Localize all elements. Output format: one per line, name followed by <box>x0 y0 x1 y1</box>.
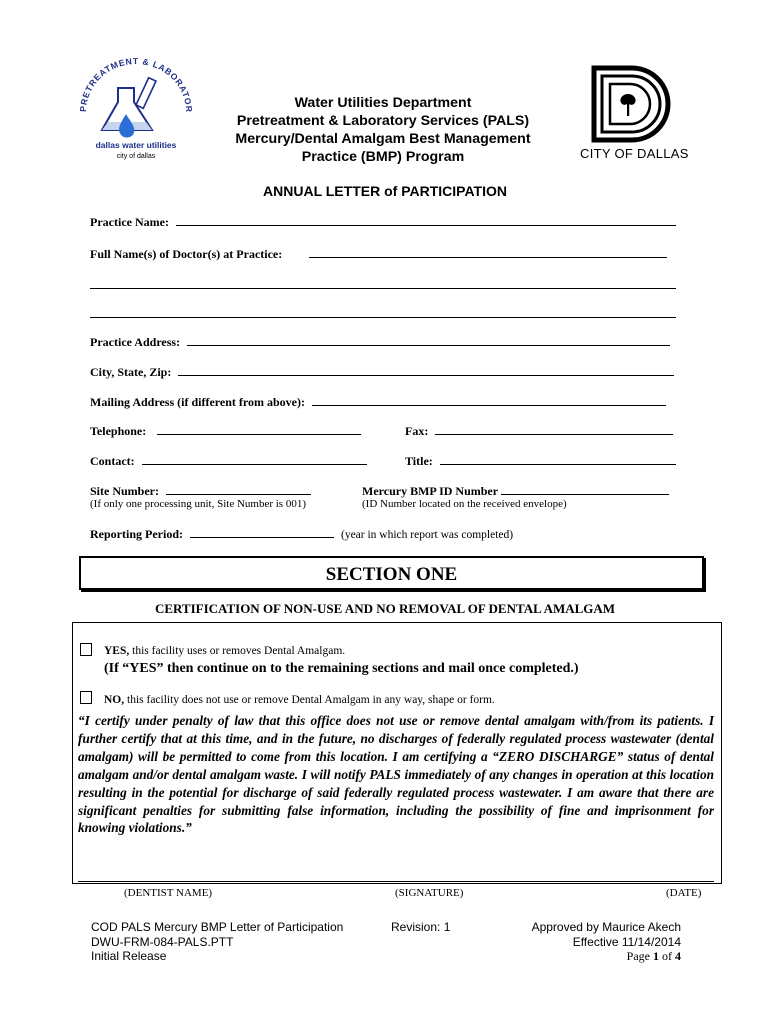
page-total: 4 <box>675 949 681 963</box>
fax-field[interactable] <box>435 423 673 435</box>
doctor-names-field[interactable] <box>309 246 667 258</box>
bmp-id-label: Mercury BMP ID Number <box>362 484 499 498</box>
practice-address-label: Practice Address: <box>90 335 181 349</box>
date-label: (DATE) <box>666 887 702 899</box>
no-option-text: this facility does not use or remove Dental Amalgam in any way, shape or form. <box>124 694 495 706</box>
pals-logo-graphic <box>72 50 200 168</box>
city-state-zip-row <box>90 364 674 380</box>
telephone-label: Telephone: <box>90 424 147 438</box>
practice-address-field[interactable] <box>187 334 670 346</box>
yes-option-text: this facility uses or removes Dental Amalgam. <box>129 645 346 657</box>
yes-checkbox[interactable] <box>80 643 92 656</box>
footer-revision: Revision: 1 <box>391 920 451 934</box>
program-line-1: Pretreatment & Laboratory Services (PALS) <box>236 113 530 129</box>
footer-form-title: COD PALS Mercury BMP Letter of Participation <box>91 920 344 934</box>
footer-form-code: DWU-FRM-084-PALS.PTT <box>91 934 234 949</box>
bmp-id-note: (ID Number located on the received envelope) <box>362 498 567 510</box>
footer-approved-by: Approved by Maurice Akech <box>531 920 681 934</box>
title-field[interactable] <box>440 453 676 465</box>
section-one-banner: SECTION ONE <box>79 556 704 590</box>
city-state-zip-field[interactable] <box>178 364 674 376</box>
page-of: of <box>659 949 675 963</box>
certification-statement: “I certify under penalty of law that this office does not use or remove dental amalgam with/from its patients. I further certify that at this time, and in the future, no discharges of federally regulated process wastewater (dental amalgam) will be permitted to come from this location. I am certifying a “ZERO DISCHARGE” status of dental amalgam and/or dental amalgam waste. I will notify PALS immediately of any changes in operation at this location resulting in the potential for discharge of said federally regulated process wastewater. I am aware that there are significant penalties for submitting false information, including the possibility of fine and imprisonment for knowing violations.” <box>78 713 714 836</box>
doctor-names-label: Full Name(s) of Doctor(s) at Practice: <box>90 247 283 261</box>
doctor-names-line-3[interactable] <box>90 317 676 318</box>
doctor-names-row <box>90 246 667 262</box>
site-number-row <box>90 483 311 499</box>
dentist-name-label: (DENTIST NAME) <box>124 887 213 899</box>
page-indicator <box>532 949 681 964</box>
reporting-period-row <box>90 526 513 542</box>
dallas-d-emblem <box>582 64 672 144</box>
footer-effective-date: Effective 11/14/2014 <box>572 934 681 949</box>
fax-row <box>405 423 673 439</box>
title-row <box>405 453 676 469</box>
contact-row <box>90 453 367 469</box>
yes-option-bold: YES, <box>104 645 130 657</box>
site-number-field[interactable] <box>166 483 311 495</box>
bmp-id-row <box>362 483 669 499</box>
page-prefix: Page <box>626 949 653 963</box>
bmp-id-field[interactable] <box>501 483 669 495</box>
doctor-names-line-2[interactable] <box>90 288 676 289</box>
header-block <box>200 94 566 166</box>
department-name: Water Utilities Department <box>294 95 472 111</box>
city-of-dallas-logo <box>580 64 689 164</box>
program-line-3: Practice (BMP) Program <box>301 149 465 165</box>
fax-label: Fax: <box>405 424 429 438</box>
practice-name-label: Practice Name: <box>90 215 169 229</box>
practice-name-field[interactable] <box>176 214 676 226</box>
signature-line[interactable] <box>78 881 714 882</box>
certification-heading: CERTIFICATION OF NON-USE AND NO REMOVAL OF DENTAL AMALGAM <box>154 601 616 616</box>
program-line-2: Mercury/Dental Amalgam Best Management <box>235 131 531 147</box>
svg-text:PRETREATMENT & LABORATORY SERV: PRETREATMENT & LABORATOR <box>77 55 195 113</box>
document-title: ANNUAL LETTER of PARTICIPATION <box>263 183 507 199</box>
practice-name-row <box>90 214 676 230</box>
yes-option <box>104 645 345 657</box>
contact-label: Contact: <box>90 454 135 468</box>
footer-approval <box>532 920 681 964</box>
footer-release: Initial Release <box>91 949 167 963</box>
site-number-label: Site Number: <box>90 484 159 498</box>
contact-field[interactable] <box>142 453 367 465</box>
footer-document-info <box>91 920 343 964</box>
svg-text:city of dallas: city of dallas <box>116 153 156 160</box>
city-state-zip-label: City, State, Zip: <box>90 365 172 379</box>
mailing-address-row <box>90 394 666 410</box>
practice-address-row <box>90 334 670 350</box>
telephone-field[interactable] <box>157 423 361 435</box>
if-yes-instruction: (If “YES” then continue on to the remaining sections and mail once completed.) <box>104 661 579 676</box>
mailing-address-label: Mailing Address (if different from above): <box>90 395 305 409</box>
telephone-row <box>90 423 361 439</box>
city-of-dallas-text: CITY OF DALLAS <box>580 146 689 161</box>
signature-label: (SIGNATURE) <box>395 887 464 899</box>
reporting-period-label: Reporting Period: <box>90 527 183 541</box>
mailing-address-field[interactable] <box>312 394 666 406</box>
no-checkbox[interactable] <box>80 691 92 704</box>
no-option-bold: NO, <box>104 694 125 706</box>
page-number: 1 <box>653 949 659 963</box>
svg-text:dallas water utilities: dallas water utilities <box>95 140 177 150</box>
reporting-period-field[interactable] <box>190 526 334 538</box>
reporting-period-note: (year in which report was completed) <box>340 529 514 541</box>
title-label: Title: <box>405 454 433 468</box>
site-number-note: (If only one processing unit, Site Number is 001) <box>90 498 306 510</box>
no-option <box>104 694 495 706</box>
pals-logo <box>72 50 200 168</box>
